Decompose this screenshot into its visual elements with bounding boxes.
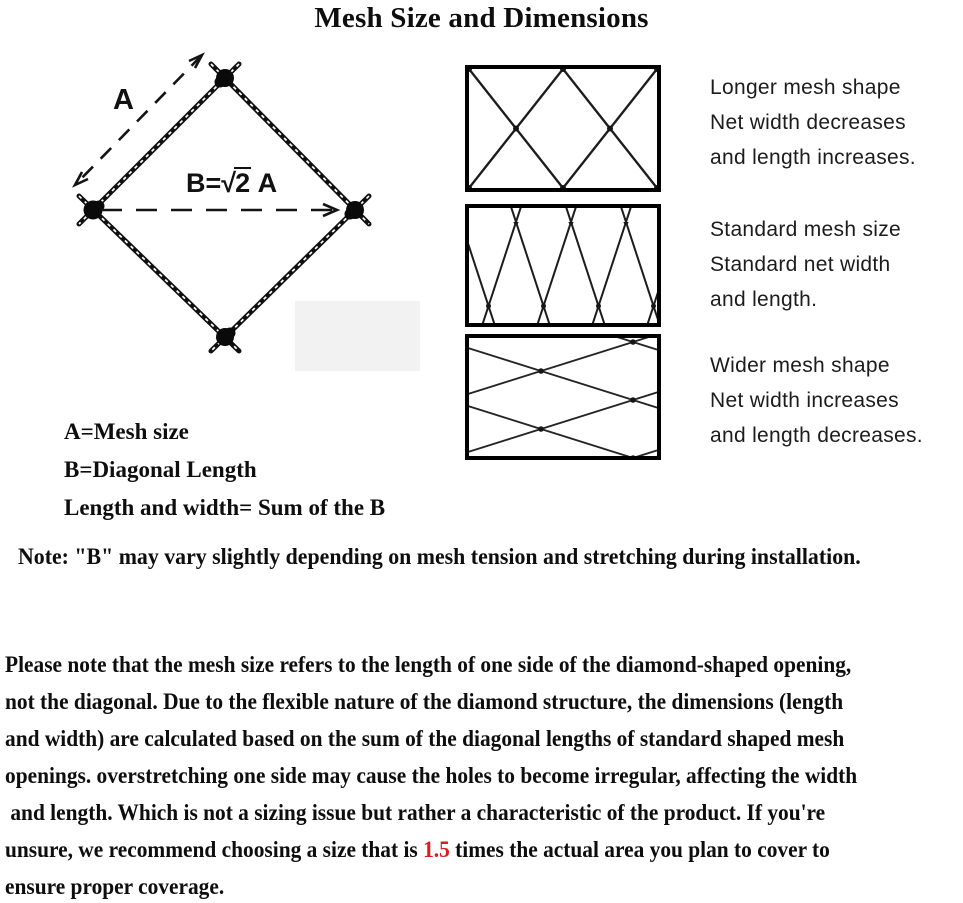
caption-line: Wider mesh shape [710,354,890,377]
formula-suffix: A [251,168,278,198]
mesh-swatch-wider [465,334,661,460]
paragraph-segment: unsure, we recommend choosing a size that is [5,837,424,862]
dimension-legend [64,413,385,527]
caption-line: and length. [710,288,818,311]
caption-line: Net width increases [710,389,899,412]
sizing-explanation-paragraph [5,646,857,903]
paragraph-segment: times the actual area you plan to cover to [449,837,830,862]
paragraph-line: and width) are calculated based on the sum of the diagonal lengths of standard shaped mesh [5,726,845,751]
caption-standard-mesh [710,212,901,317]
caption-line: Net width decreases [710,111,906,134]
legend-diagonal-length: B=Diagonal Length [64,457,257,482]
mesh-diamond-diagram [55,40,455,395]
caption-line: and length decreases. [710,424,923,447]
caption-line: Longer mesh shape [710,76,901,99]
caption-line: Standard mesh size [710,218,901,241]
paragraph-line-highlighted [5,831,857,868]
caption-longer-mesh [710,70,916,175]
paragraph-line: and length. Which is not a sizing issue but rather a characteristic of the product. If you're [5,800,826,825]
paragraph-line: Please note that the mesh size refers to the length of one side of the diamond-shaped opening, [5,652,852,677]
mesh-swatch-longer [465,65,661,192]
legend-length-width: Length and width= Sum of the B [64,495,386,520]
legend-mesh-size: A=Mesh size [64,419,189,444]
mesh-size-label-a: A [113,84,134,116]
caption-line: and length increases. [710,146,916,169]
formula-prefix: B= [186,168,222,198]
sqrt-icon: √ [221,168,237,198]
page-title: Mesh Size and Dimensions [314,2,649,34]
caption-line: Standard net width [710,253,891,276]
tension-note: Note: "B" may vary slightly depending on mesh tension and stretching during installation. [18,544,861,569]
mesh-swatch-standard [465,204,661,327]
paragraph-line: openings. overstretching one side may cause the holes to become irregular, affecting the width [5,763,858,788]
formula-radicand: 2 [235,168,251,198]
recommended-multiplier: 1.5 [423,837,450,862]
paragraph-line: not the diagonal. Due to the flexible nature of the diamond structure, the dimensions (length [5,689,844,714]
diagonal-formula-label [186,167,277,199]
caption-wider-mesh [710,348,923,453]
diagonal-arrow [101,204,337,216]
paragraph-line: ensure proper coverage. [5,874,225,899]
